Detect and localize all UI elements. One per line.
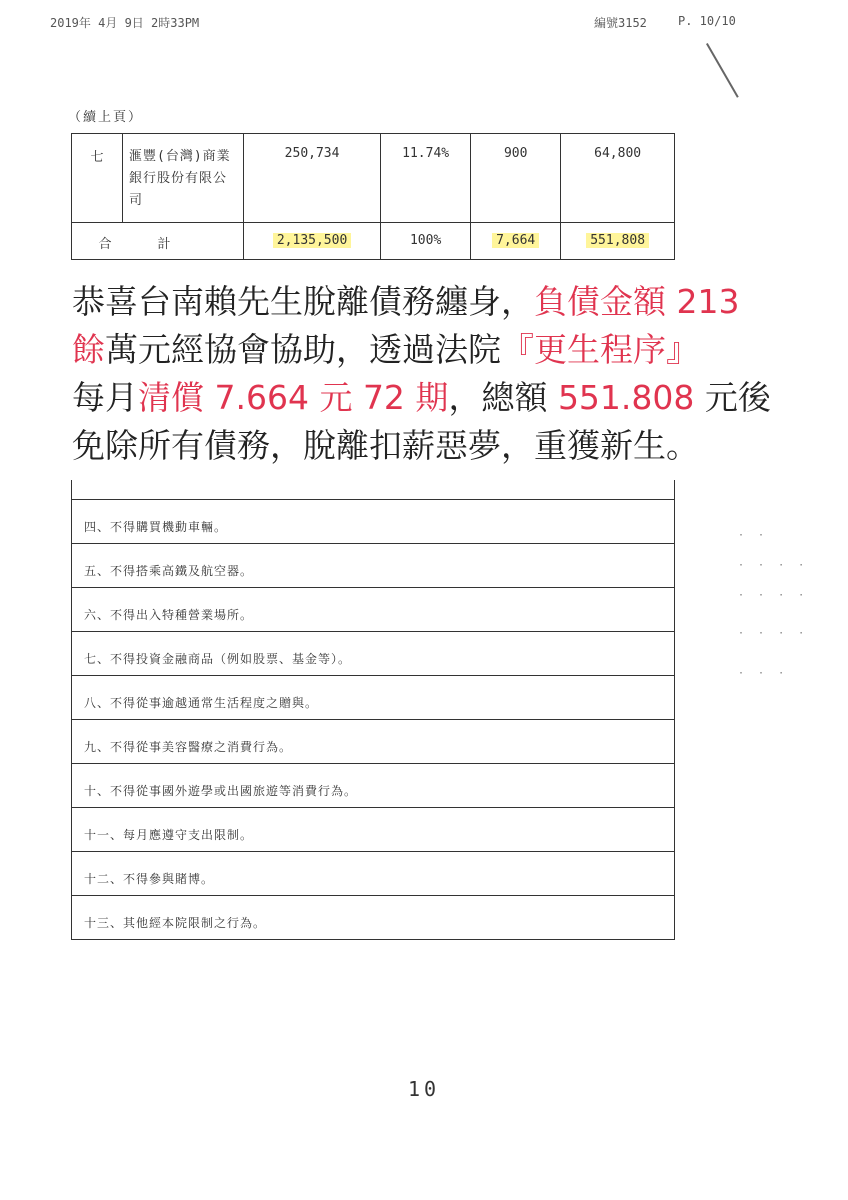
list-item: 十二、不得參與賭博。 (71, 852, 675, 896)
debt-amount: 250,734 (244, 134, 381, 223)
scan-noise: · · · · (738, 560, 809, 571)
list-item: 九、不得從事美容醫療之消費行為。 (71, 720, 675, 764)
row-number: 七 (72, 134, 123, 223)
overlay-line-1: 恭喜台南賴先生脫離債務纏身，負債金額 213 (72, 282, 740, 321)
table-total-row (72, 223, 675, 260)
fax-datetime: 2019年 4月 9日 2時33PM (50, 16, 200, 30)
creditor-name: 滙豐(台灣)商業銀行股份有限公司 (123, 134, 244, 223)
list-item: 六、不得出入特種營業場所。 (71, 588, 675, 632)
table-row (72, 134, 675, 223)
scan-noise: · · · (738, 668, 789, 679)
total-sum: 551,808 (586, 233, 649, 248)
restrictions-list (71, 480, 675, 940)
creditor-table (71, 133, 675, 260)
scan-noise: · · (738, 530, 769, 541)
scan-noise: · · · · (738, 590, 809, 601)
list-item: 八、不得從事逾越通常生活程度之贈與。 (71, 676, 675, 720)
list-item: 十一、每月應遵守支出限制。 (71, 808, 675, 852)
total-label: 合計 (72, 223, 244, 260)
scan-noise: · · · · (738, 628, 809, 639)
list-item: 四、不得購買機動車輛。 (71, 500, 675, 544)
total-ratio: 100% (381, 223, 471, 260)
fax-header (0, 14, 848, 34)
overlay-line-2: 餘萬元經協會協助，透過法院『更生程序』 (72, 330, 699, 369)
total-amount: 2,135,500 (273, 233, 351, 248)
monthly-payment: 900 (471, 134, 561, 223)
congratulation-overlay (72, 272, 792, 486)
list-item: 十三、其他經本院限制之行為。 (71, 896, 675, 940)
overlay-line-4: 免除所有債務，脫離扣薪惡夢，重獲新生。 (72, 426, 699, 465)
debt-ratio: 11.74% (381, 134, 471, 223)
list-item-partial (71, 480, 675, 500)
list-item: 五、不得搭乘高鐵及航空器。 (71, 544, 675, 588)
total-monthly: 7,664 (492, 233, 539, 248)
fax-page: P. 10/10 (678, 14, 736, 28)
overlay-line-3: 每月清償 7.664 元 72 期，總額 551.808 元後 (72, 378, 771, 417)
scan-mark (706, 43, 739, 98)
list-item: 七、不得投資金融商品（例如股票、基金等）。 (71, 632, 675, 676)
total-payment: 64,800 (561, 134, 675, 223)
continued-label: （續上頁） (68, 110, 144, 125)
list-item: 十、不得從事國外遊學或出國旅遊等消費行為。 (71, 764, 675, 808)
fax-number: 編號3152 (594, 16, 647, 30)
page-number: 10 (407, 1077, 441, 1101)
